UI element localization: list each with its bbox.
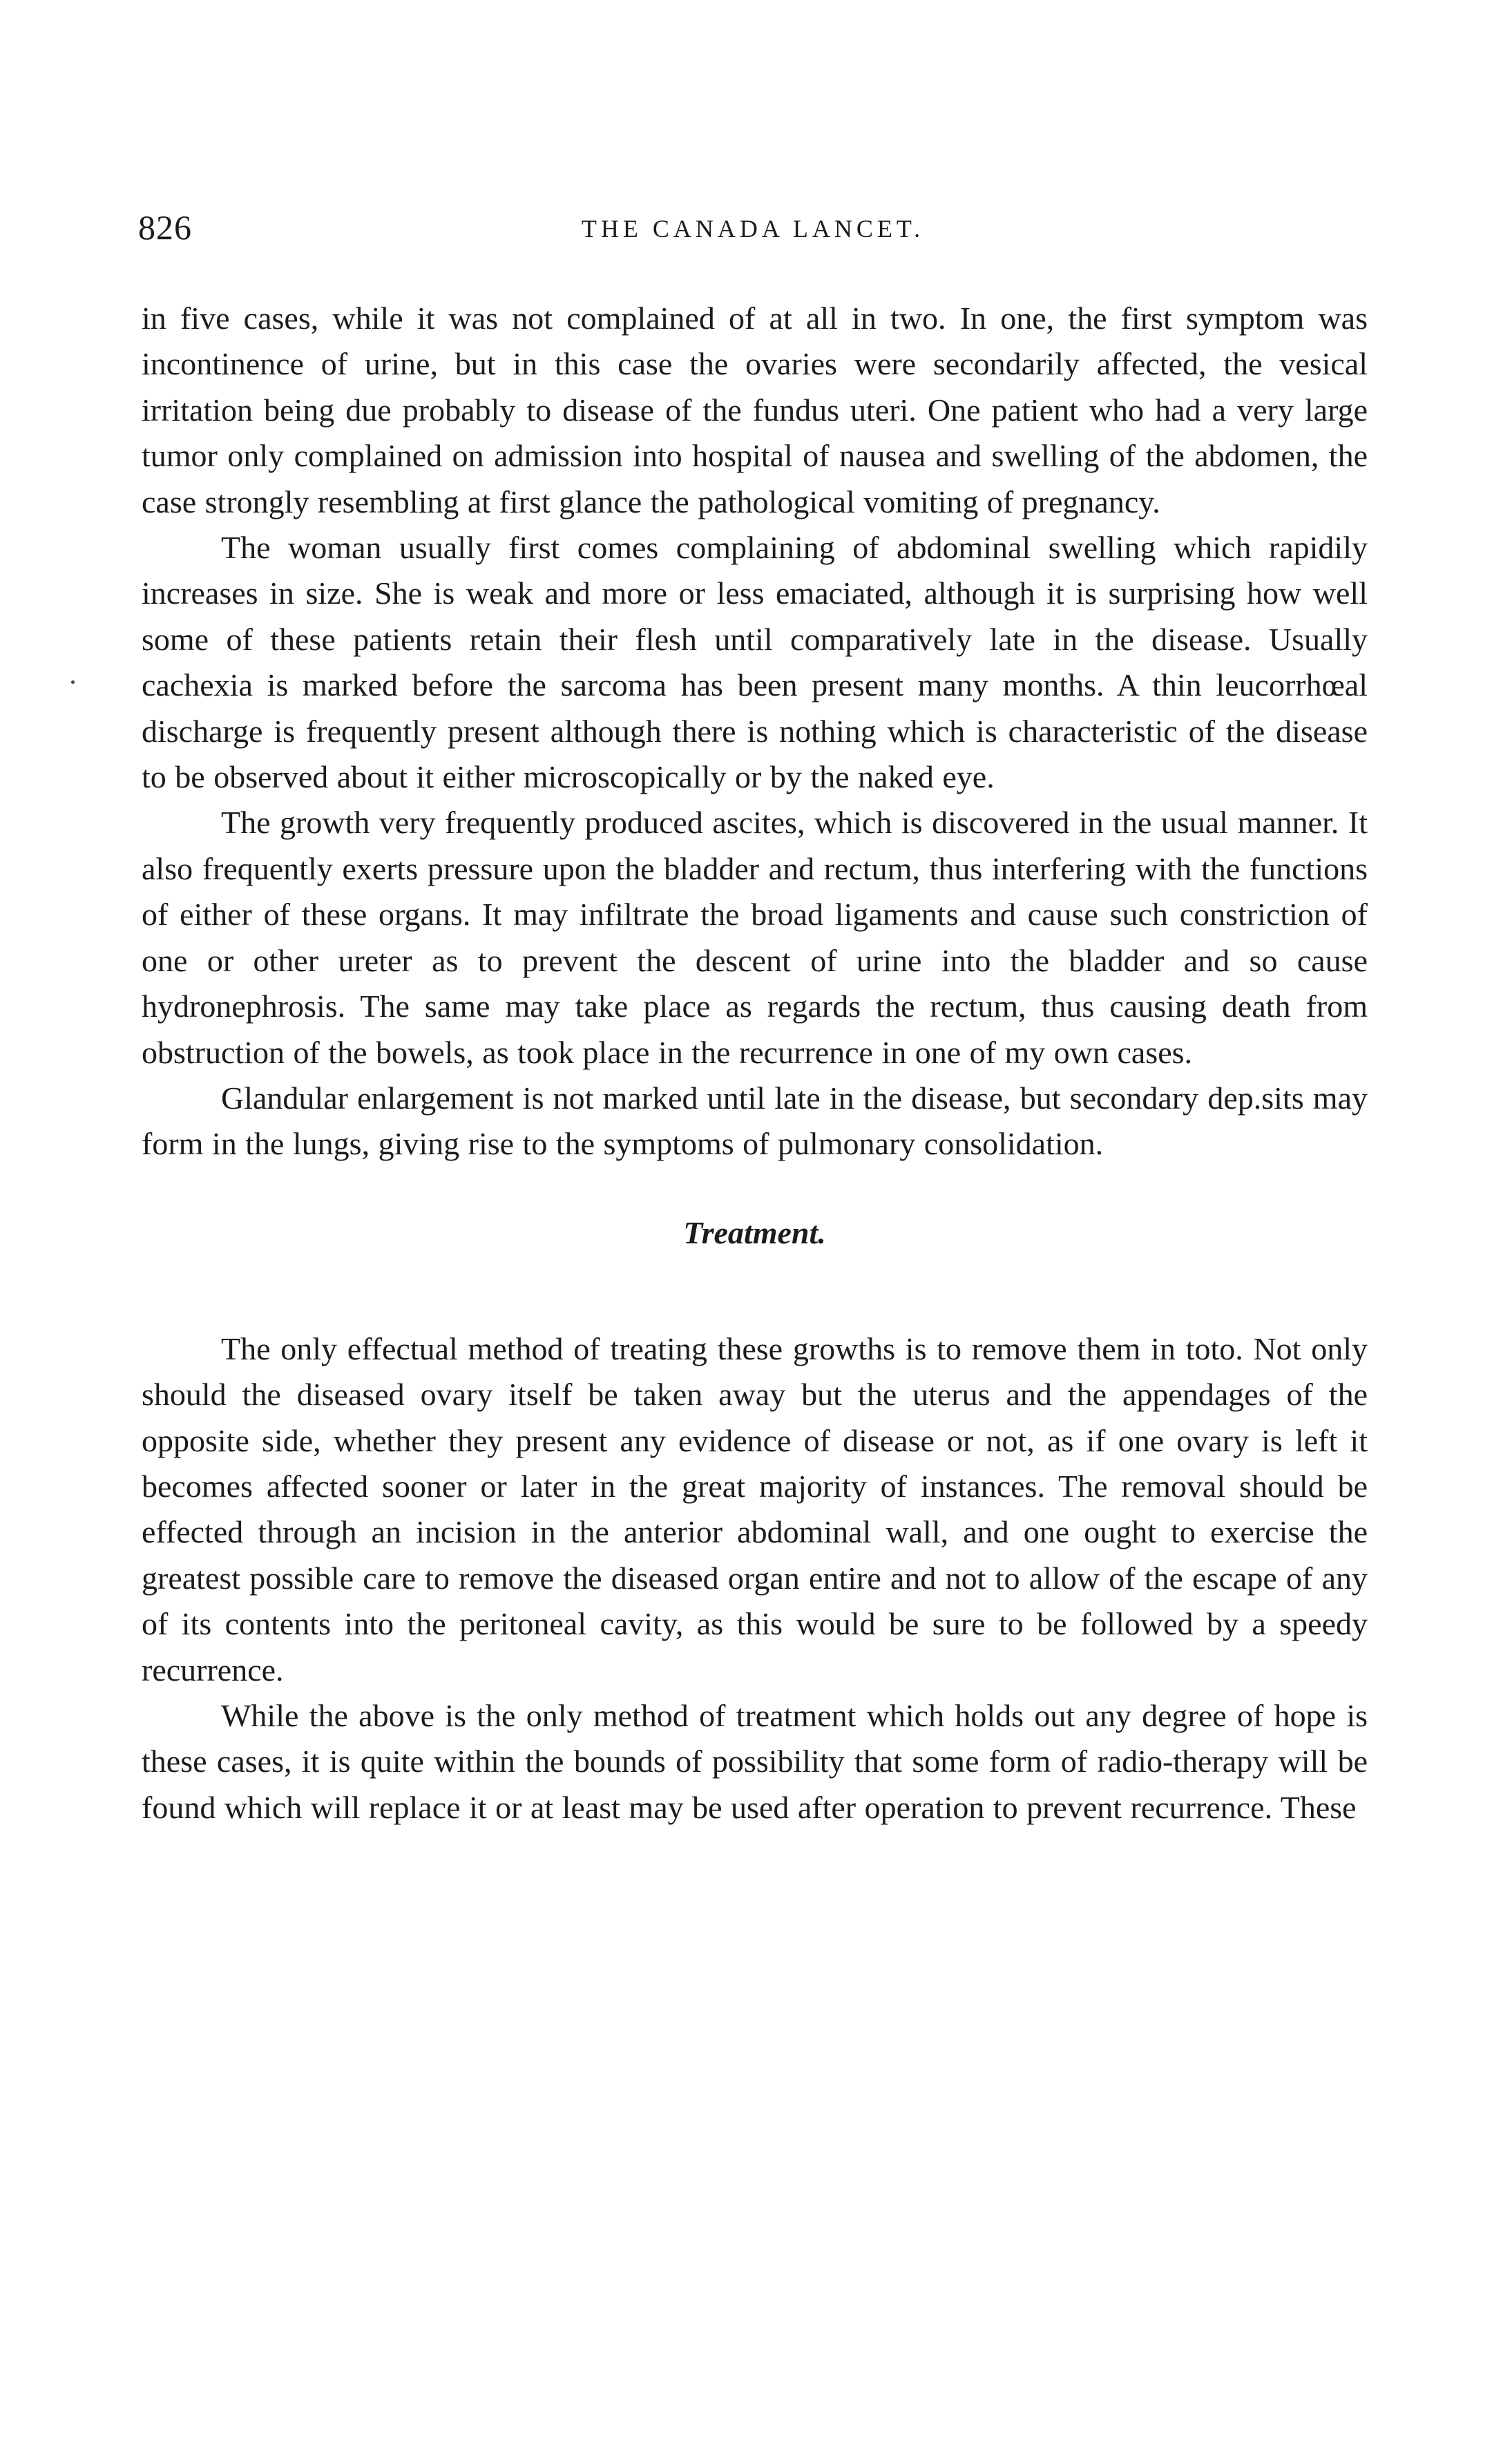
margin-dot xyxy=(71,680,75,684)
paragraph-continued: in five cases, while it was not complained of at all in two. In one, the first symptom was incontinence of urine, but in this case the ovaries were secondarily affected, the vesical irritation being due probably to disease of the fundus uteri. One patient who had a very large tumor only complained on admission into hospital of nausea and swelling of the abdomen, the case strongly resembling at first glance the pathological vomiting of pregnancy. xyxy=(142,300,1368,519)
journal-title: THE CANADA LANCET. xyxy=(581,215,925,242)
paragraph-symptoms: The woman usually first comes complaining of abdominal swelling which rapidily increases in size. She is weak and more or less emaciated, although it is surprising how well some of these patients retain their flesh until comparatively late in the disease. Usually cachexia is marked before the sarcoma has been present many months. A thin leucorrhœal discharge is frequently present although there is nothing which is characteristic of the disease to be observed about it either microscopically or by the naked eye. xyxy=(142,530,1368,795)
paragraph-radiotherapy: While the above is the only method of treatment which holds out any degree of hope is these cases, it is quite within the bounds of possibility that some form of radio-therapy will be found which will replace it or at least may be used after operation to prevent recurrence. These xyxy=(142,1697,1368,1825)
paragraph-treatment: The only effectual method of treating these growths is to remove them in toto. Not only should the diseased ovary itself be taken away but the uterus and the appendages of the opposite side, whether they present any evidence of disease or not, as if one ovary is left it becomes affected sooner or later in the great majority of instances. The removal should be effected through an incision in the anterior abdominal wall, and one ought to exercise the greatest possible care to remove the diseased organ entire and not to allow of the escape of any of its contents into the peritoneal cavity, as this would be sure to be followed by a speedy recurrence. xyxy=(142,1330,1368,1688)
page-number: 826 xyxy=(138,208,192,247)
paragraph-ascites: The growth very frequently produced ascites, which is discovered in the usual manner. It also frequently exerts pressure upon the bladder and rectum, thus interfering with the functions of either of these organs. It may infiltrate the broad ligaments and cause such constriction of one or other ureter as to prevent the descent of urine into the bladder and so cause hydronephrosis. The same may take place as regards the rectum, thus causing death from obstruction of the bowels, as took place in the recurrence in one of my own cases. xyxy=(142,805,1368,1070)
paragraph-glandular: Glandular enlargement is not marked until late in the disease, but secondary dep.sits may form in the lungs, giving rise to the symptoms of pulmonary consolidation. xyxy=(142,1080,1368,1162)
body-text xyxy=(142,296,1368,1831)
running-head xyxy=(138,207,1368,262)
section-heading-treatment: Treatment. xyxy=(683,1214,826,1250)
